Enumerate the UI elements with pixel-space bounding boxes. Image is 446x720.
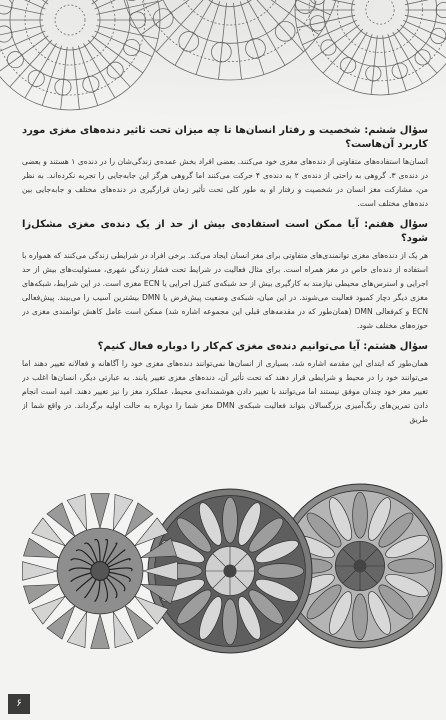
mandala-illustrations [0,476,446,706]
question-8-heading: سؤال هشتم: آیا می‌توانیم دنده‌ی مغزی کم‌کار را دوباره فعال کنیم؟ [97,341,428,352]
question-8-answer: همان‌طور که ابتدای این مقدمه اشاره شد، بسیاری از انسان‌ها نمی‌توانند دنده‌های مغزی خود را آگاهانه و فعالانه تغییر دهند اما می‌توانند خود را در محیط و شرایطی قرار دهند که تحت تأثیر آن، دنده‌های مغزی تغییر یابند. به عبارتی دیگر، انسان‌ها اغلب در تغییر مغز خود چندان موفق نیستند اما می‌توانند با تغییر دادن هوشمندانه‌ی محیط، عملکرد مغز را نیز تغییر دهند. امید است انجام دادن تمرین‌های رنگ‌آمیزی بزرگسالان بتواند فعالیت شبکه‌ی DMN مغز شما را دوباره به حالت اولیه برگرداند. در واقع شما از طریق [22,359,428,424]
article-body [22,124,428,474]
leaf-mandala [23,494,178,649]
question-7-answer: هر یک از دنده‌های مغزی توانمندی‌های متفاوتی برای مغز انسان ایجاد می‌کند. برخی افراد در شرایطی زندگی می‌کنند که همواره با استفاده از دنده‌ای خاص در مغز همراه است. برای مثال فعالیت در شرایط تحت فشار زندگی شهری، مسئولیت‌های بیش از حد اجرایی و استرس‌های محیطی نیازمند به کارگیری بیش از حد شبکه‌ی کنترل اجرایی یا ECN مغزی است. در این شرایط، شبکه‌های مغزی دیگر دچار کمبود فعالیت می‌شوند. در این میان، شبکه‌ی وضعیت پیش‌فرض یا DMN بیشترین آسیب را می‌بیند. پیش‌فعالی ECN و کم‌فعالی DMN (همان‌طور که در مقدمه‌های قبلی این مجموعه اشاره شد) ممکن است عامل کاهش توانمندی مغزی در حوزه‌های مختلف شود. [22,251,428,330]
question-6-heading: سؤال ششم: شخصیت و رفتار انسان‌ها تا چه میزان تحت تاثیر دنده‌های مغزی مورد کاربرد آن‌هاست؟ [22,125,428,150]
question-7-heading: سؤال هفتم: آیا ممکن است استفاده‌ی بیش از حد از یک دنده‌ی مغزی مشکل‌زا شود؟ [22,219,428,244]
mandala-header-illustration [0,0,446,118]
page-number: ۶ [8,694,30,714]
question-6-answer: انسان‌ها استفاده‌های متفاوتی از دنده‌های مغزی خود می‌کنند. بعضی افراد بخش عمده‌ی زندگی‌شان را در دنده‌ی ۱ هستند و بعضی در دنده‌ی ۳. گروهی به راحتی از دنده‌ی ۲ به دنده‌ی ۴ حرکت می‌کنند اما گروهی هرگز این جابه‌جایی را تجربه نکرده‌اند. به نظر من، مشارکت مغز انسان در شخصیت و رفتار او به طور کلی تحت تأثیر زمان قرارگیری در دنده‌های مختلف و جابه‌جایی بین دنده‌های مختلف است. [22,157,428,208]
